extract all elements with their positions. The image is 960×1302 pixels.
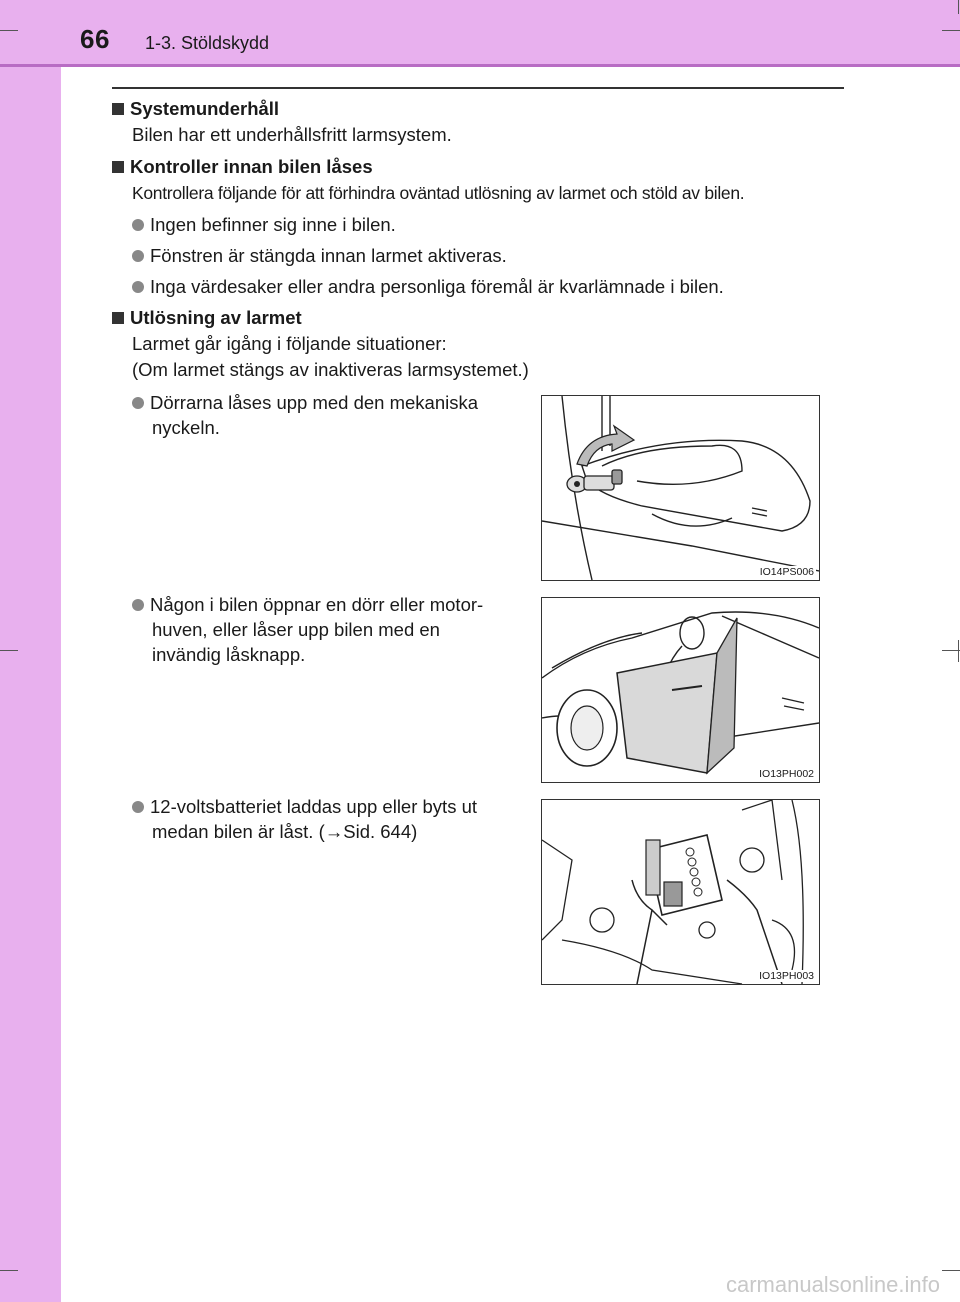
figure-open-door [541,597,820,783]
caption-line [132,390,520,415]
list-item-text: Fönstren är stängda innan larmet aktiveras. [150,245,507,266]
figure-battery [541,799,820,985]
top-rule [112,87,844,89]
maintenance-text: Bilen har ett underhållsfritt larmsystem. [132,124,452,145]
figure-code: IO13PH003 [759,970,814,982]
crop-mark [958,640,959,662]
caption-line [132,794,520,819]
watermark: carmanualsonline.info [725,1272,940,1297]
list-item-text: Ingen befinner sig inne i bilen. [150,214,396,235]
list-item-text: Inga värdesaker eller andra personliga föremål är kvarlämnade i bilen. [150,276,724,297]
round-bullet-icon [132,219,144,231]
trigger-text-line1: Larmet går igång i följande situationer: [132,333,447,354]
round-bullet-icon [132,801,144,813]
heading-maintenance [112,96,847,122]
list-item [112,212,847,237]
round-bullet-icon [132,397,144,409]
heading-text: Systemunderhåll [130,98,280,119]
crop-mark [942,1270,960,1271]
crop-mark [0,1270,18,1271]
round-bullet-icon [132,599,144,611]
figure-caption [132,794,520,844]
round-bullet-icon [132,281,144,293]
figure-code: IO13PH002 [759,768,814,780]
page-number: 66 [80,24,110,54]
caption-text: medan bilen är låst. (→Sid. 644) [152,821,418,842]
trigger-text-line2: (Om larmet stängs av inaktiveras larmsystemet.) [132,359,529,380]
battery-illustration [542,800,819,984]
section-title: 1-3. Stöldskydd [145,33,270,53]
door-key-illustration [542,396,819,580]
square-bullet-icon [112,103,124,115]
crop-mark [0,650,18,651]
figure-caption [132,592,520,667]
caption-text: nyckeln. [152,417,220,438]
caption-line [132,592,520,617]
caption-text: Någon i bilen öppnar en dörr eller motor- [150,594,484,615]
heading-checks [112,154,847,180]
caption-text: huven, eller låser upp bilen med en [152,619,440,640]
heading-text: Kontroller innan bilen låses [130,156,373,177]
figure-code: IO14PS006 [759,566,814,578]
square-bullet-icon [112,312,124,324]
crop-mark [942,30,960,31]
header-divider [0,64,960,67]
round-bullet-icon [132,250,144,262]
caption-text: Dörrarna låses upp med den mekaniska [150,392,479,413]
square-bullet-icon [112,161,124,173]
header-band [0,0,960,66]
crop-mark [0,30,18,31]
side-tab [0,0,61,1302]
checks-text: Kontrollera följande för att förhindra oväntad utlösning av larmet och stöld av bilen. [132,183,745,203]
caption-text: invändig låsknapp. [152,644,306,665]
heading-trigger [112,305,847,331]
crop-mark [958,0,959,14]
list-item [112,274,847,299]
list-item [112,243,847,268]
figure-door-key [541,395,820,581]
main-content [112,92,847,383]
caption-text: 12-voltsbatteriet laddas upp eller byts ut [150,796,478,817]
heading-text: Utlösning av larmet [130,307,302,328]
open-door-illustration [542,598,819,782]
figure-caption [132,390,520,440]
